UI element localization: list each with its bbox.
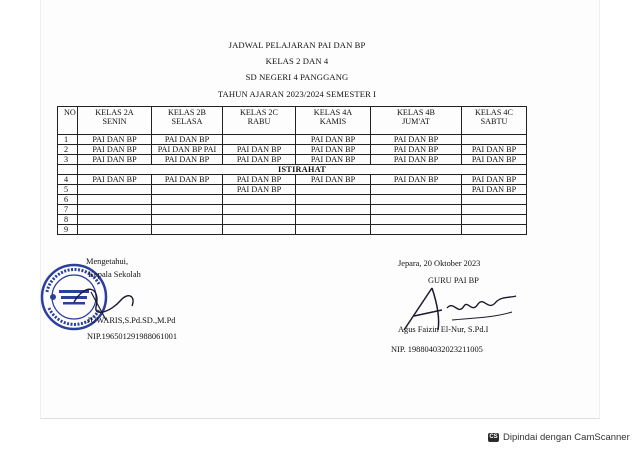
header-hari: JUM'AT <box>402 117 430 126</box>
schedule-cell <box>462 215 527 225</box>
document-academic-year: TAHUN AJARAN 2023/2024 SEMESTER I <box>217 89 377 99</box>
header-kelas: KELAS 4B <box>397 108 435 117</box>
schedule-table <box>57 106 527 235</box>
schedule-cell: PAI DAN BP <box>296 155 371 165</box>
schedule-cell: PAI DAN BP PAI <box>152 145 223 155</box>
schedule-cell <box>223 215 296 225</box>
schedule-cell <box>152 205 223 215</box>
signature-right-name: Agus Faizin El-Nur, S.Pd.I <box>398 325 489 334</box>
schedule-cell <box>462 195 527 205</box>
header-kelas: KELAS 2B <box>168 108 206 117</box>
header-kelas: KELAS 4C <box>475 108 513 117</box>
break-label: ISTIRAHAT <box>78 165 527 175</box>
schedule-cell <box>223 195 296 205</box>
header-hari: SENIN <box>102 117 127 126</box>
schedule-cell: PAI DAN BP <box>462 185 527 195</box>
table-row <box>58 175 527 185</box>
schedule-cell <box>296 205 371 215</box>
schedule-cell <box>152 225 223 235</box>
table-row <box>58 195 527 205</box>
schedule-cell: PAI DAN BP <box>371 175 462 185</box>
camscanner-text: Dipindai dengan CamScanner <box>503 432 630 443</box>
schedule-cell: PAI DAN BP <box>78 135 152 145</box>
schedule-cell: PAI DAN BP <box>223 145 296 155</box>
schedule-cell <box>296 215 371 225</box>
signature-right-role: GURU PAI BP <box>428 276 479 285</box>
rows-after-break <box>58 175 527 235</box>
row-number: 5 <box>58 185 78 195</box>
header-cell <box>462 107 527 135</box>
schedule-cell: PAI DAN BP <box>296 135 371 145</box>
schedule-cell: PAI DAN BP <box>152 175 223 185</box>
schedule-cell <box>296 225 371 235</box>
schedule-cell <box>223 205 296 215</box>
header-cell <box>152 107 223 135</box>
header-kelas: KELAS 2A <box>95 108 134 117</box>
header-hari: RABU <box>247 117 271 126</box>
header-cell <box>223 107 296 135</box>
schedule-cell <box>223 225 296 235</box>
schedule-cell <box>152 185 223 195</box>
schedule-cell: PAI DAN BP <box>78 155 152 165</box>
header-kelas: KELAS 2C <box>240 108 278 117</box>
camscanner-watermark <box>488 432 630 443</box>
row-number: 7 <box>58 205 78 215</box>
schedule-cell: PAI DAN BP <box>152 135 223 145</box>
schedule-cell <box>371 185 462 195</box>
schedule-cell <box>223 135 296 145</box>
schedule-cell <box>371 205 462 215</box>
break-row <box>58 165 527 175</box>
schedule-cell <box>78 215 152 225</box>
signature-left-nip: NIP.196501291988061001 <box>87 332 178 341</box>
table-row <box>58 135 527 145</box>
schedule-cell <box>462 205 527 215</box>
row-number: 3 <box>58 155 78 165</box>
camscanner-icon: CS <box>489 434 498 440</box>
schedule-cell: PAI DAN BP <box>223 175 296 185</box>
row-number: 1 <box>58 135 78 145</box>
schedule-cell <box>462 225 527 235</box>
signature-right-nip: NIP. 198804032023211005 <box>391 345 483 354</box>
schedule-cell: PAI DAN BP <box>78 145 152 155</box>
schedule-cell: PAI DAN BP <box>78 175 152 185</box>
signature-left-label: Mengetahui, <box>86 257 129 266</box>
table-row <box>58 225 527 235</box>
schedule-cell <box>371 195 462 205</box>
row-number: 4 <box>58 175 78 185</box>
table-row <box>58 145 527 155</box>
table-row <box>58 155 527 165</box>
schedule-cell <box>296 195 371 205</box>
schedule-cell <box>78 185 152 195</box>
schedule-cell: PAI DAN BP <box>296 175 371 185</box>
schedule-cell: PAI DAN BP <box>223 155 296 165</box>
document-title: JADWAL PELAJARAN PAI DAN BP <box>228 40 366 50</box>
schedule-cell <box>78 225 152 235</box>
row-number: 8 <box>58 215 78 225</box>
header-cell <box>296 107 371 135</box>
schedule-cell <box>152 215 223 225</box>
schedule-cell: PAI DAN BP <box>462 155 527 165</box>
schedule-cell <box>152 195 223 205</box>
break-spacer <box>58 165 78 175</box>
signature-left-name: JUWARIS,S.Pd.SD.,M.Pd <box>87 316 176 325</box>
table-row <box>58 185 527 195</box>
header-cell <box>371 107 462 135</box>
document-school-name: SD NEGERI 4 PANGGANG <box>245 72 349 82</box>
signature-right-place-date: Jepara, 20 Oktober 2023 <box>398 259 481 268</box>
header-hari: SELASA <box>171 117 203 126</box>
header-kelas: KELAS 4A <box>313 108 353 117</box>
rows-before-break <box>58 135 527 165</box>
row-number: 6 <box>58 195 78 205</box>
header-no: NO <box>58 107 78 135</box>
schedule-cell: PAI DAN BP <box>223 185 296 195</box>
schedule-cell <box>78 205 152 215</box>
row-number: 9 <box>58 225 78 235</box>
header-hari: SABTU <box>480 117 508 126</box>
schedule-cell <box>462 135 527 145</box>
schedule-cell: PAI DAN BP <box>371 145 462 155</box>
schedule-cell <box>371 215 462 225</box>
table-row <box>58 215 527 225</box>
schedule-cell: PAI DAN BP <box>152 155 223 165</box>
table-row <box>58 205 527 215</box>
header-cell <box>78 107 152 135</box>
schedule-cell: PAI DAN BP <box>462 175 527 185</box>
schedule-cell: PAI DAN BP <box>371 135 462 145</box>
table-header-row <box>58 107 527 135</box>
schedule-cell <box>78 195 152 205</box>
schedule-cell <box>371 225 462 235</box>
schedule-cell <box>296 185 371 195</box>
document-subtitle-class: KELAS 2 DAN 4 <box>265 56 329 66</box>
row-number: 2 <box>58 145 78 155</box>
schedule-cell: PAI DAN BP <box>462 145 527 155</box>
header-hari: KAMIS <box>319 117 347 126</box>
signature-left-role: Kepala Sekolah <box>88 270 141 279</box>
schedule-cell: PAI DAN BP <box>371 155 462 165</box>
schedule-cell: PAI DAN BP <box>296 145 371 155</box>
